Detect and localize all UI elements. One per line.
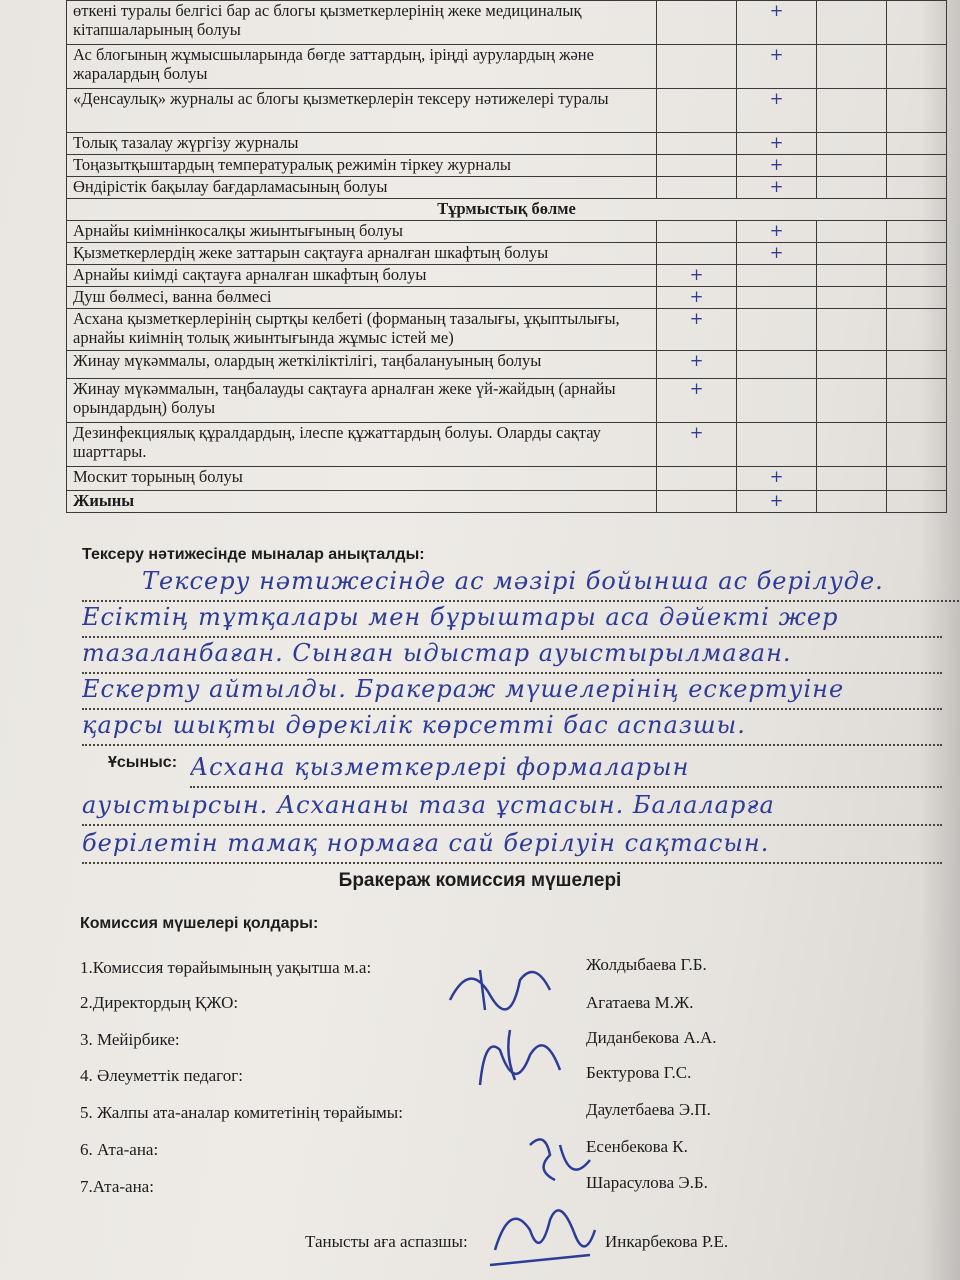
check-mark: +	[737, 89, 817, 133]
mark-cell	[737, 287, 817, 309]
mark-cell	[737, 351, 817, 379]
mark-cell	[887, 287, 947, 309]
mark-cell	[657, 1, 737, 45]
mark-cell	[887, 1, 947, 45]
finding-line: Ескерту айтылды. Бракераж мүшелерінің ескертуіне	[82, 674, 942, 710]
criterion-text: Душ бөлмесі, ванна бөлмесі	[67, 287, 657, 309]
check-mark: +	[737, 177, 817, 199]
table-row	[67, 351, 947, 379]
mark-cell	[657, 89, 737, 133]
mark-cell	[887, 351, 947, 379]
mark-cell	[887, 133, 947, 155]
check-mark: +	[737, 467, 817, 491]
signature-scribble-3	[515, 1125, 605, 1200]
mark-cell	[887, 221, 947, 243]
member-name: Бектурова Г.С.	[586, 1063, 692, 1082]
check-mark: +	[657, 265, 737, 287]
member-role: 1.Комиссия төрайымының уақытша м.а:	[80, 958, 372, 977]
mark-cell	[657, 491, 737, 513]
mark-cell	[887, 265, 947, 287]
mark-cell	[817, 351, 887, 379]
table-row	[67, 243, 947, 265]
check-mark: +	[737, 155, 817, 177]
check-mark: +	[737, 221, 817, 243]
criterion-text: өткені туралы белгісі бар ас блогы қызметкерлерінің жеке медициналық кітапшаларының болуы	[67, 1, 657, 45]
table-row	[67, 177, 947, 199]
mark-cell	[657, 45, 737, 89]
mark-cell	[737, 423, 817, 467]
finding-line: қарсы шықты дөрекілік көрсетті бас аспазшы.	[82, 710, 942, 746]
member-role: 2.Директордың ҚЖО:	[80, 993, 239, 1012]
table-row	[67, 379, 947, 423]
mark-cell	[887, 89, 947, 133]
table-row	[67, 1, 947, 45]
mark-cell	[817, 265, 887, 287]
mark-cell	[817, 133, 887, 155]
chef-role: Танысты аға аспазшы:	[305, 1232, 468, 1251]
finding-line: Есіктің тұтқалары мен бұрыштары аса дәйекті жер	[82, 602, 942, 638]
table-row	[67, 89, 947, 133]
check-mark: +	[737, 243, 817, 265]
recommendation-line: ауыстырсын. Асхананы таза ұстасын. Балаларға	[82, 790, 942, 826]
criterion-text: Жиыны	[67, 491, 657, 513]
table-row	[67, 133, 947, 155]
signature-scribble-4	[480, 1190, 600, 1280]
recommendation-label: Ұсыныс:	[108, 754, 178, 771]
mark-cell	[887, 177, 947, 199]
check-mark: +	[737, 1, 817, 45]
mark-cell	[887, 309, 947, 351]
check-mark: +	[737, 133, 817, 155]
finding-line: Тексеру нәтижесінде ас мәзірі бойынша ас берілуде.	[82, 566, 960, 602]
mark-cell	[817, 243, 887, 265]
check-mark: +	[657, 351, 737, 379]
member-name: Есенбекова К.	[586, 1137, 688, 1156]
criterion-text: Москит торының болуы	[67, 467, 657, 491]
criterion-text: Жинау мүкәммалы, олардың жеткіліктілігі, таңбалануының болуы	[67, 351, 657, 379]
criterion-text: Жинау мүкәммалын, таңбалауды сақтауға арналған жеке үй-жайдың (арнайы орындардың) болуы	[67, 379, 657, 423]
mark-cell	[657, 177, 737, 199]
table-row	[67, 45, 947, 89]
mark-cell	[817, 491, 887, 513]
signatures-heading: Комисcия мүшелері қолдары:	[80, 915, 319, 932]
mark-cell	[817, 45, 887, 89]
check-mark: +	[737, 491, 817, 513]
table-row	[67, 287, 947, 309]
mark-cell	[657, 243, 737, 265]
mark-cell	[887, 155, 947, 177]
finding-line: тазаланбаған. Сынған ыдыстар ауыстырылмаған.	[82, 638, 942, 674]
member-name: Даулетбаева Э.П.	[586, 1100, 711, 1119]
member-name: Шарасулова Э.Б.	[586, 1173, 708, 1192]
mark-cell	[887, 467, 947, 491]
criterion-text: Арнайы киімнінкосалқы жиынтығының болуы	[67, 221, 657, 243]
mark-cell	[887, 491, 947, 513]
recommendation-line: Асхана қызметкерлері формаларын	[190, 752, 942, 788]
mark-cell	[887, 45, 947, 89]
member-role: 5. Жалпы ата-аналар комитетінің төрайымы:	[80, 1103, 403, 1122]
chef-name: Инкарбекова Р.Е.	[605, 1232, 729, 1251]
findings-heading: Тексеру нәтижесінде мыналар анықталды:	[82, 546, 425, 563]
commission-title: Бракераж комиссия мүшелері	[338, 870, 622, 891]
mark-cell	[657, 221, 737, 243]
criterion-text: Ас блогының жұмысшыларында бөгде заттардың, іріңді аурулардың және жаралардың болуы	[67, 45, 657, 89]
criterion-text: Толық тазалау жүргізу журналы	[67, 133, 657, 155]
mark-cell	[737, 309, 817, 351]
mark-cell	[817, 423, 887, 467]
member-role: 3. Мейірбике:	[80, 1030, 180, 1049]
recommendation-line: берілетін тамақ нормаға сай берілуін сақтасын.	[82, 828, 942, 864]
table-row	[67, 221, 947, 243]
mark-cell	[817, 89, 887, 133]
table-row	[67, 265, 947, 287]
check-mark: +	[657, 379, 737, 423]
check-mark: +	[657, 423, 737, 467]
mark-cell	[817, 221, 887, 243]
mark-cell	[737, 379, 817, 423]
inspection-table	[66, 0, 947, 513]
table-row	[67, 467, 947, 491]
table-row	[67, 423, 947, 467]
mark-cell	[817, 155, 887, 177]
check-mark: +	[737, 45, 817, 89]
mark-cell	[817, 287, 887, 309]
section-title: Тұрмыстық бөлме	[67, 199, 947, 221]
criterion-text: Асхана қызметкерлерінің сыртқы келбеті (форманың тазалығы, ұқыптылығы, арнайы киімнің толық жиынтығында жұмыс істей ме)	[67, 309, 657, 351]
table-row	[67, 491, 947, 513]
mark-cell	[657, 155, 737, 177]
table-section-row	[67, 199, 947, 221]
member-role: 7.Ата-ана:	[80, 1177, 154, 1196]
mark-cell	[737, 265, 817, 287]
member-role: 6. Ата-ана:	[80, 1140, 159, 1159]
mark-cell	[887, 379, 947, 423]
mark-cell	[817, 1, 887, 45]
mark-cell	[817, 309, 887, 351]
mark-cell	[817, 467, 887, 491]
criterion-text: Өндірістік бақылау бағдарламасының болуы	[67, 177, 657, 199]
member-role: 4. Әлеуметтік педагог:	[80, 1066, 243, 1085]
check-mark: +	[657, 287, 737, 309]
member-name: Жолдыбаева Г.Б.	[586, 955, 707, 974]
table-row	[67, 155, 947, 177]
mark-cell	[657, 467, 737, 491]
mark-cell	[657, 133, 737, 155]
mark-cell	[817, 177, 887, 199]
mark-cell	[887, 423, 947, 467]
signature-scribble-2	[460, 1025, 580, 1100]
check-mark: +	[657, 309, 737, 351]
mark-cell	[817, 379, 887, 423]
member-name: Диданбекова А.А.	[586, 1028, 717, 1047]
criterion-text: Тоңазытқыштардың температуралық режимін тіркеу журналы	[67, 155, 657, 177]
signature-scribble-1	[440, 950, 570, 1020]
criterion-text: Қызметкерлердің жеке заттарын сақтауға арналған шкафтың болуы	[67, 243, 657, 265]
mark-cell	[887, 243, 947, 265]
criterion-text: Дезинфекциялық құралдардың, ілеспе құжаттардың болуы. Оларды сақтау шарттары.	[67, 423, 657, 467]
member-name: Агатаева М.Ж.	[586, 993, 694, 1012]
criterion-text: Арнайы киімді сақтауға арналған шкафтың болуы	[67, 265, 657, 287]
table-row	[67, 309, 947, 351]
criterion-text: «Денсаулық» журналы ас блогы қызметкерлерін тексеру нәтижелері туралы	[67, 89, 657, 133]
